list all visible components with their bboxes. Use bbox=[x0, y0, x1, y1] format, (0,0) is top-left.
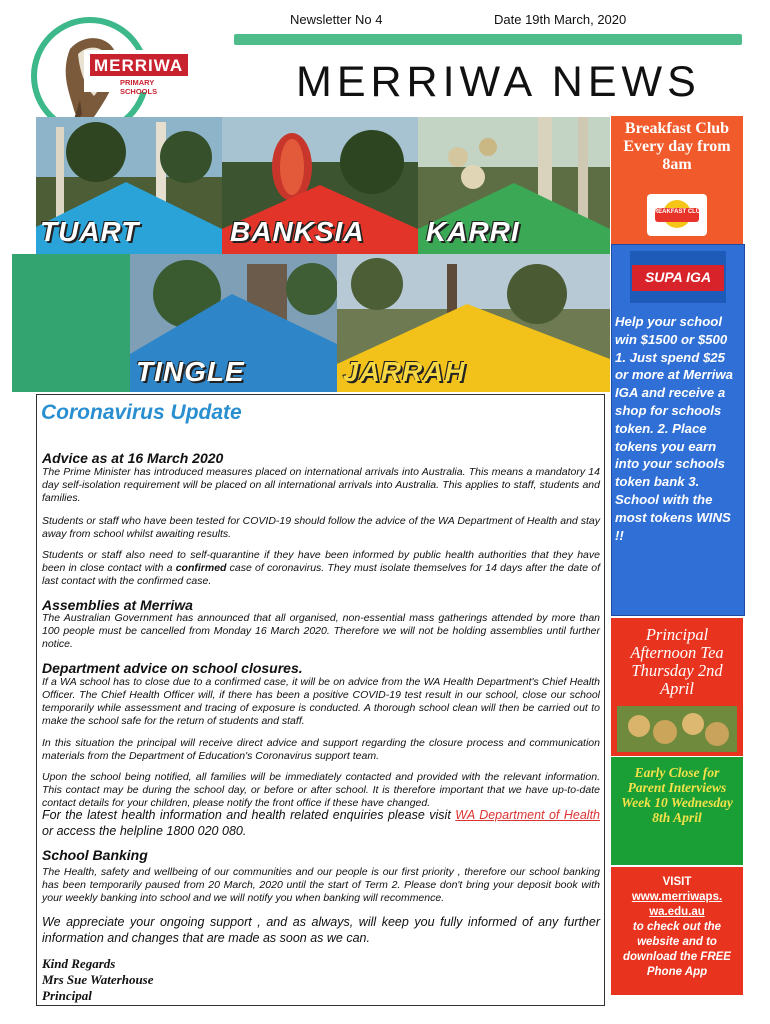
visit-label: VISIT bbox=[662, 876, 692, 888]
closure-paragraph-2: In this situation the principal will receive direct advice and support regarding the closure process and communication materials from the Department of Education's Coronavirus support team. bbox=[42, 737, 600, 762]
advice-paragraph-2: Students or staff who have been tested for COVID-19 should follow the advice of the WA Department of Health and stay away from school whilst awaiting results. bbox=[42, 515, 600, 540]
health-info-text-a: For the latest health information and health related enquiries please visit bbox=[42, 808, 456, 822]
scones-image-icon bbox=[617, 706, 737, 752]
house-tile-jarrah bbox=[337, 254, 610, 392]
house-tile-tuart bbox=[36, 117, 222, 254]
assemblies-heading: Assemblies at Merriwa bbox=[42, 597, 193, 613]
school-banking-heading: School Banking bbox=[42, 847, 148, 863]
visit-details: to check out the website and to download the FREE Phone App bbox=[623, 921, 731, 978]
wa-health-link[interactable]: WA Department of Health bbox=[455, 808, 600, 822]
breakfast-club-logo-text: BREAKFAST CLUB bbox=[649, 209, 705, 215]
advice-paragraph-3 bbox=[42, 549, 600, 588]
afternoon-tea-image bbox=[617, 706, 737, 752]
house-label-banksia: BANKSIA bbox=[230, 216, 365, 247]
newsletter-number: Newsletter No 4 bbox=[290, 12, 383, 27]
early-close-text: Early Close for Parent Interviews Week 10 Wednesday 8th April bbox=[621, 765, 733, 825]
logo-name: MERRIWA bbox=[94, 56, 184, 75]
early-close-box bbox=[611, 757, 743, 865]
iga-promo-box bbox=[611, 244, 745, 616]
coronavirus-heading: Coronavirus Update bbox=[41, 401, 242, 424]
health-info-paragraph bbox=[42, 807, 600, 839]
support-paragraph: We appreciate your ongoing support , and as always, will keep you fully informed of any further information and changes that are made as soon as we can. bbox=[42, 915, 600, 945]
advice-heading: Advice as at 16 March 2020 bbox=[42, 450, 224, 466]
newsletter-title: MERRIWA NEWS bbox=[296, 58, 701, 106]
house-tile-tingle bbox=[12, 254, 337, 392]
house-tile-karri bbox=[418, 117, 610, 254]
iga-promo-text: Help your school win $1500 or $500 1. Just spend $25 or more at Merriwa IGA and receive a shop for schools token. 2. Place tokens you earn into your schools token bank 3. School with the most tokens WINS !! bbox=[615, 314, 733, 543]
sign-kind-regards: Kind Regards bbox=[42, 956, 116, 971]
department-advice-heading: Department advice on school closures. bbox=[42, 660, 303, 676]
breakfast-club-logo-icon bbox=[647, 194, 707, 236]
closure-paragraph-3: Upon the school being notified, all families will be immediately contacted and provided with the relevant information. This contact may be during the school day, or before or after school. It is therefore important that we have up-to-date contact details for your children, please notify the front office if these have changed. bbox=[42, 771, 600, 809]
principal-tea-box bbox=[611, 618, 743, 756]
signature-block bbox=[42, 956, 154, 1004]
breakfast-club-logo bbox=[647, 194, 707, 236]
house-label-tuart: TUART bbox=[40, 216, 140, 247]
banking-paragraph: The Health, safety and wellbeing of our communities and our people is our first priority , therefore our school banking has been temporarily paused from 20 March, 2020 until the start of Term 2. Please don't bring your deposit book with your weekly banking into school and we will notify you when banking will recommence. bbox=[42, 866, 600, 904]
health-info-text-b: or access the helpline 1800 020 080. bbox=[42, 824, 247, 838]
house-label-jarrah: JARRAH bbox=[343, 356, 466, 387]
breakfast-club-text: Breakfast Club Every day from 8am bbox=[623, 120, 731, 173]
sign-title: Principal bbox=[42, 988, 92, 1003]
school-website-link[interactable]: www.merriwaps. wa.edu.au bbox=[631, 891, 723, 918]
closure-paragraph-1: If a WA school has to close due to a confirmed case, it will be on advice from the WA Health Department's Chief Health Officer. The Chief Health Officer will, if there has been a positive COVID-19 test result in our school, close our school temporarily while assessment and tracing of exposure is conducted. A thorough school clean will then be carried out to make the school safe for the return of students and staff. bbox=[42, 676, 600, 727]
house-label-tingle: TINGLE bbox=[136, 356, 245, 387]
house-label-karri: KARRI bbox=[426, 216, 520, 247]
header-divider bbox=[234, 34, 742, 45]
house-tile-banksia bbox=[222, 117, 418, 254]
advice-paragraph-1: The Prime Minister has introduced measures placed on international arrivals into Australia. This means a mandatory 14 day self-isolation requirement will be placed on all international arrivals into Australia. This applies to staff, students and families. bbox=[42, 466, 600, 504]
newsletter-date: Date 19th March, 2020 bbox=[494, 12, 627, 27]
logo-subtitle: PRIMARY SCHOOLS bbox=[120, 78, 158, 96]
visit-website-box bbox=[611, 867, 743, 995]
advice-paragraph-3b: case of coronavirus. They must isolate themselves for 14 days after the date of last contact with the confirmed case. bbox=[42, 562, 600, 587]
supa-iga-logo-text: SUPA IGA bbox=[644, 269, 712, 285]
principal-tea-text: Principal Afternoon Tea Thursday 2nd April bbox=[630, 625, 724, 698]
visit-text-block bbox=[615, 875, 739, 980]
breakfast-club-box bbox=[611, 116, 743, 244]
supa-iga-logo bbox=[630, 251, 726, 303]
assemblies-paragraph: The Australian Government has announced that all organised, non-essential mass gatherings attended by more than 100 people must be cancelled from Monday 16 March 2020. Therefore we will not be holding assemblies until further notice. bbox=[42, 612, 600, 650]
advice-paragraph-3a: Students or staff also need to self-quarantine if they have been informed by public health authorities that they have been in close contact with a bbox=[42, 549, 600, 574]
sign-name: Mrs Sue Waterhouse bbox=[42, 972, 154, 987]
confirmed-emphasis: confirmed bbox=[175, 562, 227, 574]
